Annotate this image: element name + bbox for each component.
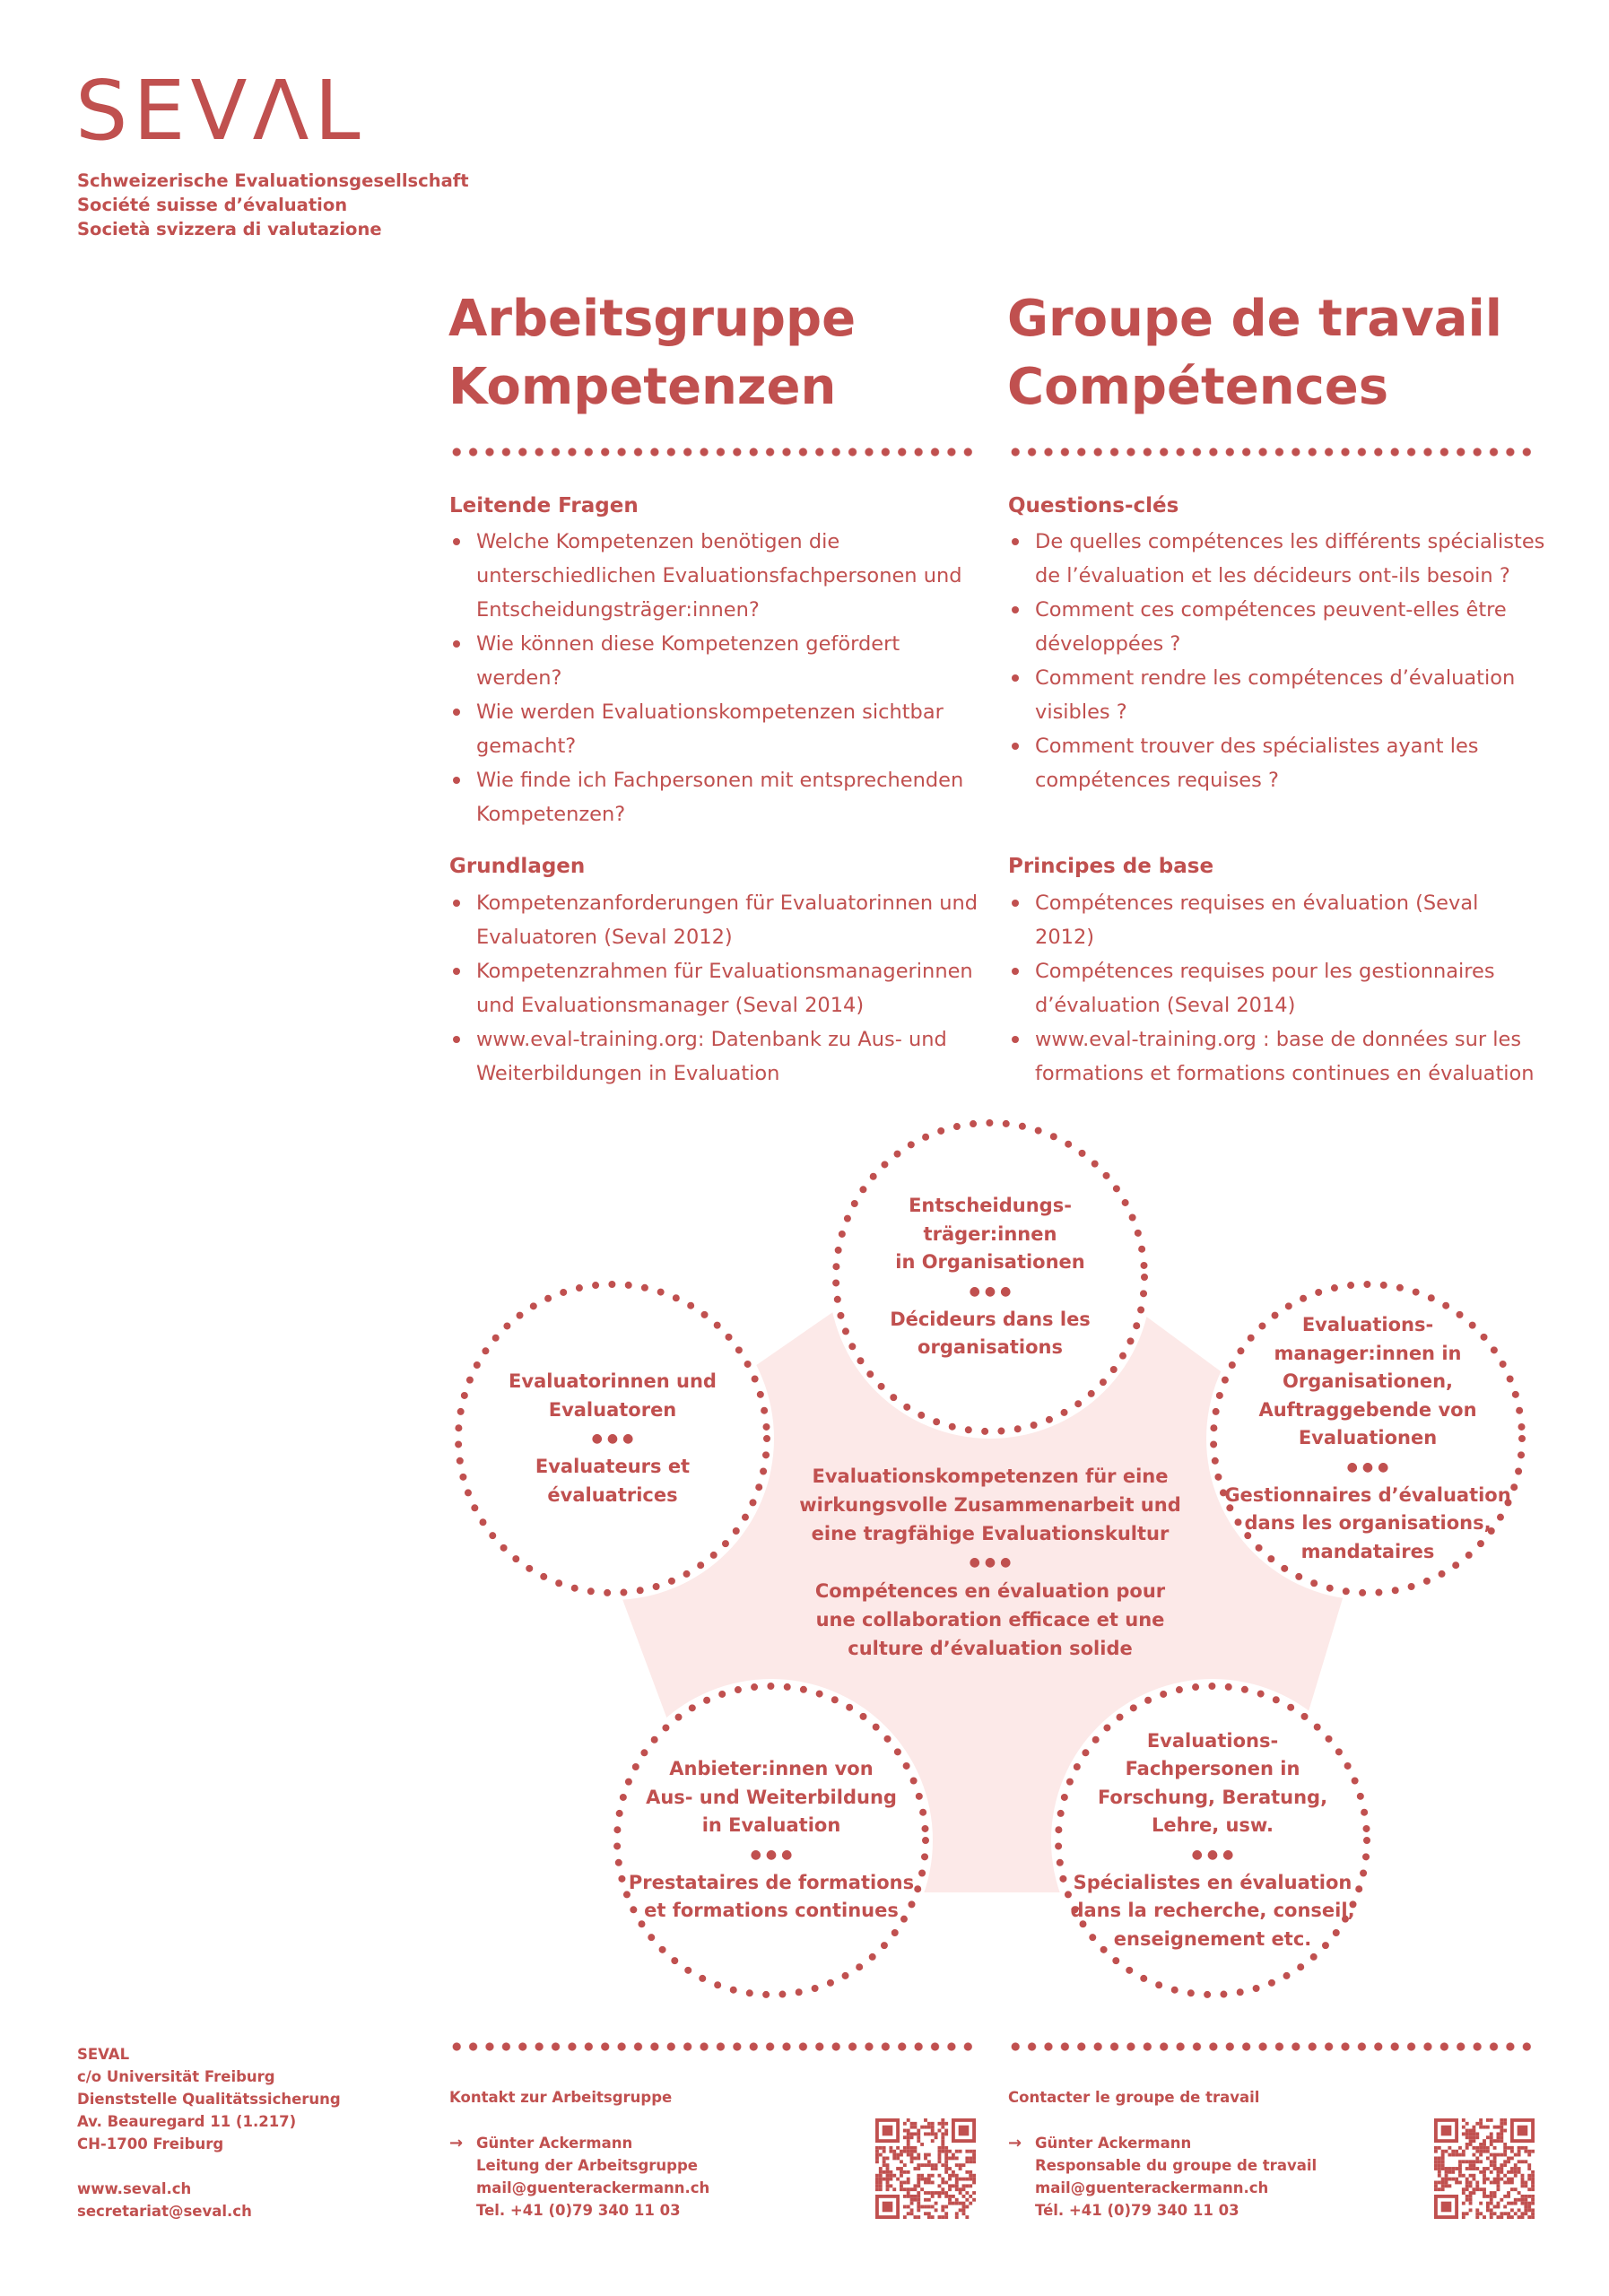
address-line: Dienststelle Qualitätssicherung [77, 2091, 341, 2108]
dotted-divider-footer-de [448, 2041, 978, 2052]
role-bottom-right-de-1: Evaluations- [1146, 1729, 1279, 1752]
list-item: Comment rendre les compétences d’évaluation visibles ? [1008, 661, 1546, 729]
role-bottom-right-de-2: Fachpersonen in [1125, 1758, 1300, 1780]
org-name-it: Società svizzera di valutazione [77, 219, 382, 239]
contact-phone: Tel. +41 (0)79 340 11 03 [476, 2202, 681, 2219]
list-item: Comment ces compétences peuvent-elles être développées ? [1008, 593, 1546, 661]
role-top-de-2: träger:innen [923, 1222, 1057, 1245]
arrow-icon: → [449, 2134, 464, 2152]
contact-phone: Tél. +41 (0)79 340 11 03 [1035, 2202, 1239, 2219]
role-bottom-left-de-1: Anbieter:innen von [669, 1758, 874, 1780]
dotted-divider-fr [1007, 447, 1536, 457]
dotted-divider-de [448, 447, 978, 457]
role-right-fr-2: dans les organisations, [1244, 1512, 1492, 1534]
role-top-de-1: Entscheidungs- [909, 1195, 1072, 1217]
role-bottom-right-de-3: Forschung, Beratung, [1097, 1786, 1328, 1808]
center-de-2: wirkungsvolle Zusammenarbeit und [799, 1494, 1181, 1516]
arrow-icon: → [1008, 2134, 1022, 2152]
title-de [448, 285, 856, 422]
org-name-fr: Société suisse d’évaluation [77, 195, 348, 215]
competence-diagram [0, 1103, 1609, 2018]
title-de-line-2: Kompetenzen [448, 358, 837, 416]
role-circle-bottom-left [610, 1679, 933, 2002]
role-right-de-3: Organisationen, [1282, 1370, 1453, 1392]
questions-list-de [449, 525, 970, 831]
contact-name: Günter Ackermann [1035, 2135, 1192, 2152]
role-bottom-right-de-4: Lehre, usw. [1152, 1814, 1274, 1837]
role-right-de-1: Evaluations- [1301, 1314, 1434, 1335]
list-item: Compétences requises en évaluation (Seval 2012) [1008, 886, 1537, 954]
list-item: Wie werden Evaluationskompetenzen sichtbar gemacht? [449, 695, 970, 763]
basics-list-fr [1008, 886, 1537, 1091]
contact-email-link[interactable]: mail@guenterackermann.ch [1035, 2179, 1269, 2196]
role-right-fr-1: Gestionnaires d’évaluation [1224, 1483, 1511, 1506]
role-bottom-left-de-3: in Evaluation [701, 1814, 841, 1837]
contact-email-link[interactable]: mail@guenterackermann.ch [476, 2179, 710, 2196]
center-fr-2: une collaboration efficace et une [815, 1609, 1165, 1631]
role-right-de-5: Evaluationen [1298, 1427, 1438, 1448]
contact-block-de [449, 2132, 709, 2222]
address-line: c/o Universität Freiburg [77, 2068, 275, 2085]
list-item: Kompetenzrahmen für Evaluationsmanagerinnen und Evaluationsmanager (Seval 2014) [449, 954, 978, 1022]
seval-logo: SEVΛL [75, 63, 366, 159]
separator-dots: ●●● [1346, 1459, 1394, 1474]
title-de-line-1: Arbeitsgruppe [448, 290, 857, 348]
list-item: Compétences requises pour les gestionnaires d’évaluation (Seval 2014) [1008, 954, 1537, 1022]
contact-heading-fr: Contacter le groupe de travail [1008, 2089, 1260, 2106]
separator-dots: ●●● [750, 1847, 797, 1862]
role-bottom-right-fr-1: Spécialistes en évaluation [1073, 1871, 1352, 1893]
role-bottom-left-fr-1: Prestataires de formations [628, 1871, 915, 1893]
separator-dots: ●●● [969, 1283, 1016, 1299]
email-link[interactable]: secretariat@seval.ch [77, 2203, 252, 2220]
role-circle-left [451, 1277, 774, 1600]
center-fr-3: culture d’évaluation solide [848, 1638, 1133, 1659]
questions-heading-fr: Questions-clés [1008, 494, 1179, 517]
qr-code-icon[interactable] [1434, 2118, 1535, 2219]
title-fr-line-2: Compétences [1007, 358, 1389, 416]
center-fr-1: Compétences en évaluation pour [814, 1580, 1166, 1602]
center-text [784, 1462, 1196, 1663]
list-item: www.eval-training.org: Datenbank zu Aus- und Weiterbildungen in Evaluation [449, 1022, 978, 1091]
basics-heading-de: Grundlagen [449, 855, 586, 878]
footer-address [77, 2043, 341, 2222]
separator-dots: ●●● [591, 1431, 639, 1446]
contact-heading-de: Kontakt zur Arbeitsgruppe [449, 2089, 673, 2106]
role-top-fr-1: Décideurs dans les [890, 1308, 1091, 1330]
questions-heading-de: Leitende Fragen [449, 494, 639, 517]
role-left-fr-1: Evaluateurs et [535, 1456, 691, 1477]
contact-name: Günter Ackermann [476, 2135, 633, 2152]
list-item: www.eval-training.org : base de données sur les formations et formations continues en évaluation [1008, 1022, 1537, 1091]
role-top-fr-2: organisations [918, 1336, 1063, 1359]
dotted-divider-footer-fr [1007, 2041, 1536, 2052]
basics-heading-fr: Principes de base [1008, 855, 1214, 878]
role-left-de-2: Evaluatoren [548, 1398, 677, 1421]
role-bottom-right-fr-3: enseignement etc. [1113, 1927, 1312, 1950]
org-name-de: Schweizerische Evaluationsgesellschaft [77, 170, 469, 191]
separator-dots: ●●● [1191, 1847, 1239, 1862]
address-line: Av. Beauregard 11 (1.217) [77, 2113, 297, 2130]
center-de-3: eine tragfähige Evaluationskultur [811, 1523, 1170, 1544]
role-right-de-4: Auftraggebende von [1258, 1398, 1477, 1421]
role-circle-bottom-right [1051, 1679, 1374, 2002]
basics-list-de [449, 886, 978, 1091]
role-top-de-3: in Organisationen [895, 1251, 1085, 1274]
contact-block-fr [1008, 2132, 1317, 2222]
title-fr-line-1: Groupe de travail [1007, 290, 1502, 348]
role-bottom-right-fr-2: dans la recherche, conseil, [1070, 1900, 1355, 1922]
role-left-de-1: Evaluatorinnen und [509, 1370, 717, 1392]
website-link[interactable]: www.seval.ch [77, 2180, 192, 2197]
contact-role: Responsable du groupe de travail [1035, 2157, 1318, 2174]
list-item: De quelles compétences les différents spécialistes de l’évaluation et les décideurs ont-ils besoin ? [1008, 525, 1546, 593]
role-right-de-2: manager:innen in [1274, 1342, 1462, 1364]
questions-list-fr [1008, 525, 1546, 797]
list-item: Welche Kompetenzen benötigen die unterschiedlichen Evaluationsfachpersonen und Entscheidungsträger:innen? [449, 525, 970, 627]
role-right-fr-3: mandataires [1300, 1540, 1435, 1562]
role-circle-right [1206, 1277, 1529, 1600]
center-de-1: Evaluationskompetenzen für eine [812, 1465, 1169, 1487]
role-circle-top [829, 1116, 1152, 1439]
list-item: Wie können diese Kompetenzen gefördert werden? [449, 627, 970, 695]
contact-role: Leitung der Arbeitsgruppe [476, 2157, 698, 2174]
list-item: Wie finde ich Fachpersonen mit entsprechenden Kompetenzen? [449, 763, 970, 831]
title-fr [1007, 285, 1502, 422]
role-left-fr-2: évaluatrices [547, 1483, 678, 1506]
separator-dots: ●●● [969, 1555, 1016, 1570]
organization-names [77, 169, 469, 241]
role-bottom-left-fr-2: et formations continues [644, 1900, 899, 1922]
address-line: CH-1700 Freiburg [77, 2135, 224, 2152]
address-line: SEVAL [77, 2046, 130, 2063]
list-item: Comment trouver des spécialistes ayant les compétences requises ? [1008, 729, 1546, 797]
list-item: Kompetenzanforderungen für Evaluatorinnen und Evaluatoren (Seval 2012) [449, 886, 978, 954]
qr-code-icon[interactable] [875, 2118, 976, 2219]
role-bottom-left-de-2: Aus- und Weiterbildung [646, 1786, 897, 1808]
